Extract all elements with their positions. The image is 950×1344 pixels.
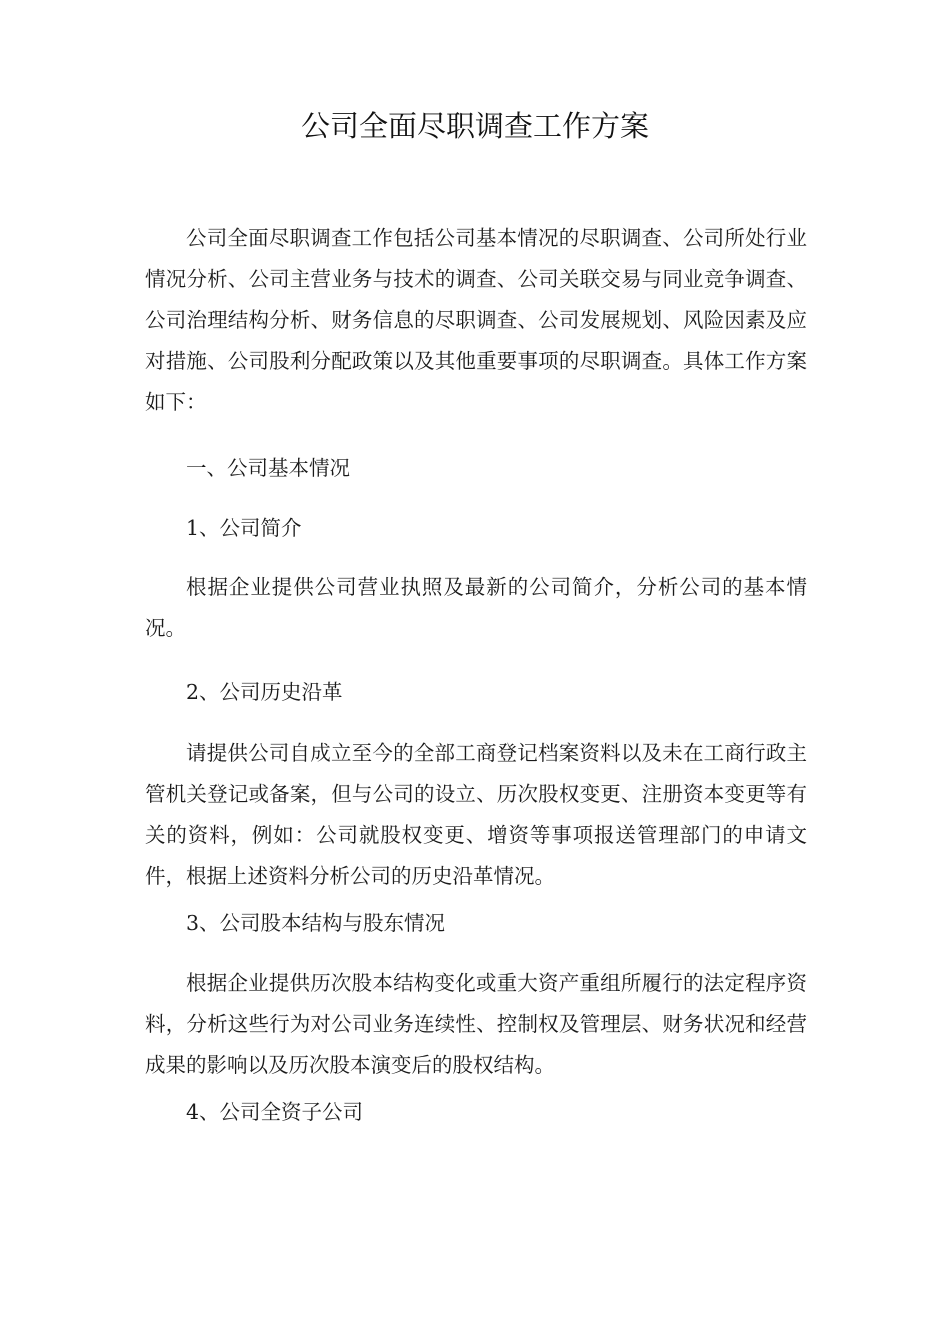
subsection-heading-profile: 1、公司简介 [186,516,302,540]
subsection-heading-block [145,1092,807,1133]
section-heading-block [145,448,807,489]
subsection-paragraph-block [145,567,807,649]
subsection-heading-block [145,508,807,549]
subsection-heading-block [145,672,807,713]
section-heading-basic-info: 一、公司基本情况 [186,456,350,480]
subsection-heading-block [145,903,807,944]
intro-paragraph-block [145,218,807,423]
paragraph-history: 请提供公司自成立至今的全部工商登记档案资料以及未在工商行政主管机关登记或备案，但与公司的设立、历次股权变更、注册资本变更等有关的资料，例如：公司就股权变更、增资等事项报送管理部门的申请文件，根据上述资料分析公司的历史沿革情况。 [145,741,807,888]
document-title: 公司全面尽职调查工作方案 [300,109,649,143]
subsection-heading-equity-structure: 3、公司股本结构与股东情况 [186,911,446,935]
intro-paragraph: 公司全面尽职调查工作包括公司基本情况的尽职调查、公司所处行业情况分析、公司主营业务与技术的调查、公司关联交易与同业竞争调查、公司治理结构分析、财务信息的尽职调查、公司发展规划、风险因素及应对措施、公司股利分配政策以及其他重要事项的尽职调查。具体工作方案如下： [145,226,807,414]
paragraph-equity-structure: 根据企业提供历次股本结构变化或重大资产重组所履行的法定程序资料，分析这些行为对公司业务连续性、控制权及管理层、财务状况和经营成果的影响以及历次股本演变后的股权结构。 [145,971,807,1077]
paragraph-profile: 根据企业提供公司营业执照及最新的公司简介，分析公司的基本情况。 [145,575,807,640]
subsection-paragraph-block [145,733,807,897]
subsection-heading-history: 2、公司历史沿革 [186,680,343,704]
subsection-paragraph-block [145,963,807,1086]
subsection-heading-subsidiaries: 4、公司全资子公司 [186,1100,364,1124]
